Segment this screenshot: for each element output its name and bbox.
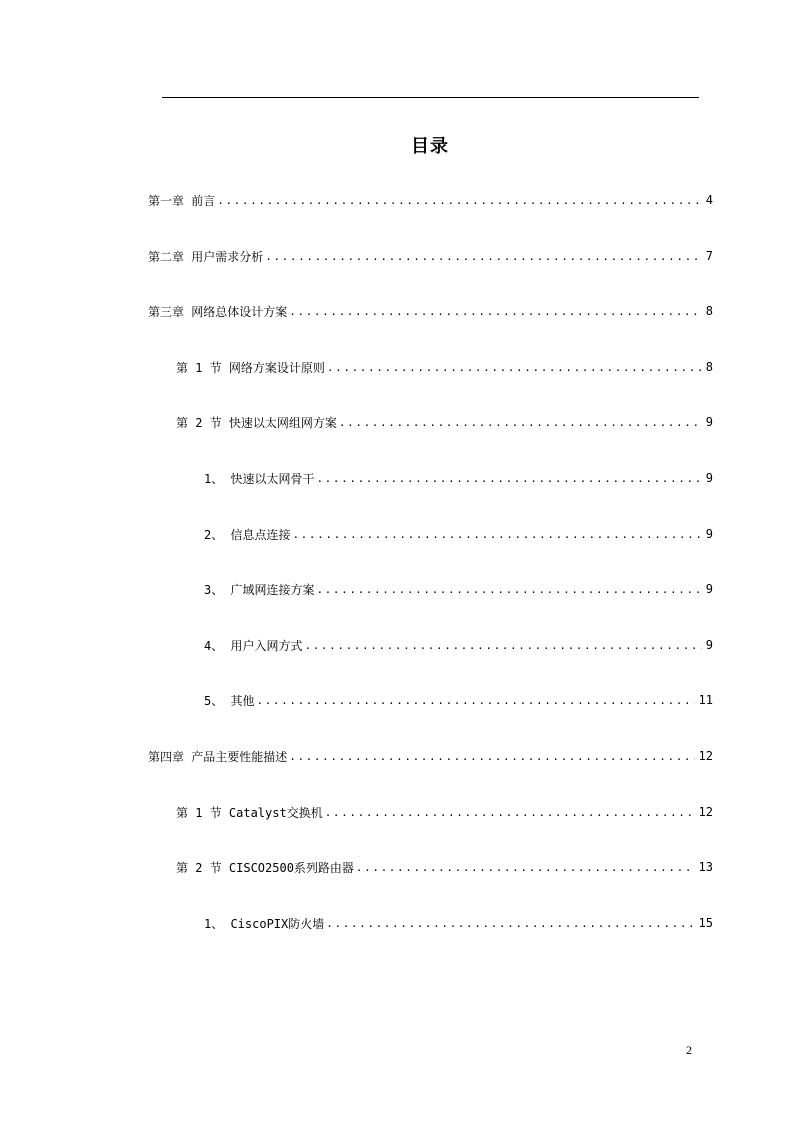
toc-entry-label: 第四章 产品主要性能描述: [148, 749, 288, 764]
toc-dot-leader: [265, 250, 702, 263]
toc-entry-page: 9: [705, 415, 713, 429]
toc-entry[interactable]: [176, 412, 713, 432]
toc-title: 目录: [411, 136, 449, 157]
toc-entry-page: 12: [698, 805, 713, 819]
toc-entry-page: 12: [698, 749, 713, 763]
toc-dot-leader: [339, 416, 702, 429]
toc-entry-label: 第 1 节 Catalyst交换机: [176, 805, 323, 820]
toc-entry-page: 11: [698, 693, 713, 707]
toc-entry[interactable]: [204, 579, 713, 599]
toc-entry[interactable]: [176, 802, 713, 822]
toc-dot-leader: [316, 583, 701, 596]
toc-entry-label: 3、 广域网连接方案: [204, 582, 315, 597]
toc-dot-leader: [256, 694, 694, 707]
toc-entry[interactable]: [204, 468, 713, 488]
toc-entry-page: 13: [698, 860, 713, 874]
toc-entry-page: 8: [705, 304, 713, 318]
toc-entry-label: 第三章 网络总体设计方案: [148, 304, 288, 319]
toc-dot-leader: [292, 528, 701, 541]
toc-entry[interactable]: [176, 357, 713, 377]
toc-dot-leader: [316, 472, 701, 485]
toc-entry[interactable]: [148, 301, 713, 321]
toc-dot-leader: [289, 750, 694, 763]
toc-dot-leader: [217, 194, 702, 207]
toc-entry-label: 第 2 节 快速以太网组网方案: [176, 415, 337, 430]
toc-entry-page: 4: [705, 193, 713, 207]
toc-dot-leader: [327, 361, 702, 374]
toc-entry-page: 9: [705, 638, 713, 652]
toc-entry-label: 1、 CiscoPIX防火墙: [204, 916, 325, 931]
toc-entry-page: 8: [705, 360, 713, 374]
toc-entry-label: 4、 用户入网方式: [204, 638, 303, 653]
toc-entry[interactable]: [204, 635, 713, 655]
toc-entry-label: 第 2 节 CISCO2500系列路由器: [176, 860, 354, 875]
toc-entry[interactable]: [204, 690, 713, 710]
toc-entry[interactable]: [176, 857, 713, 877]
toc-entry-page: 9: [705, 582, 713, 596]
toc-entry-page: 15: [698, 916, 713, 930]
toc-entry-page: 7: [705, 249, 713, 263]
toc-entry-label: 5、 其他: [204, 693, 255, 708]
toc-entry[interactable]: [148, 746, 713, 766]
toc-entry-page: 9: [705, 471, 713, 485]
toc-entry-page: 9: [705, 527, 713, 541]
toc-dot-leader: [304, 639, 701, 652]
toc-dot-leader: [289, 305, 702, 318]
toc-entry-label: 第二章 用户需求分析: [148, 249, 264, 264]
toc-dot-leader: [326, 917, 694, 930]
toc-entry-label: 2、 信息点连接: [204, 527, 291, 542]
toc-entry[interactable]: [148, 190, 713, 210]
toc-dot-leader: [325, 806, 695, 819]
toc-entry-label: 第一章 前言: [148, 193, 216, 208]
toc-entry-label: 1、 快速以太网骨干: [204, 471, 315, 486]
toc-entry[interactable]: [204, 524, 713, 544]
footer-page-number: 2: [686, 1043, 692, 1057]
toc-entry[interactable]: [148, 246, 713, 266]
toc-entry[interactable]: [204, 913, 713, 933]
toc-entry-label: 第 1 节 网络方案设计原则: [176, 360, 325, 375]
toc-dot-leader: [356, 861, 695, 874]
